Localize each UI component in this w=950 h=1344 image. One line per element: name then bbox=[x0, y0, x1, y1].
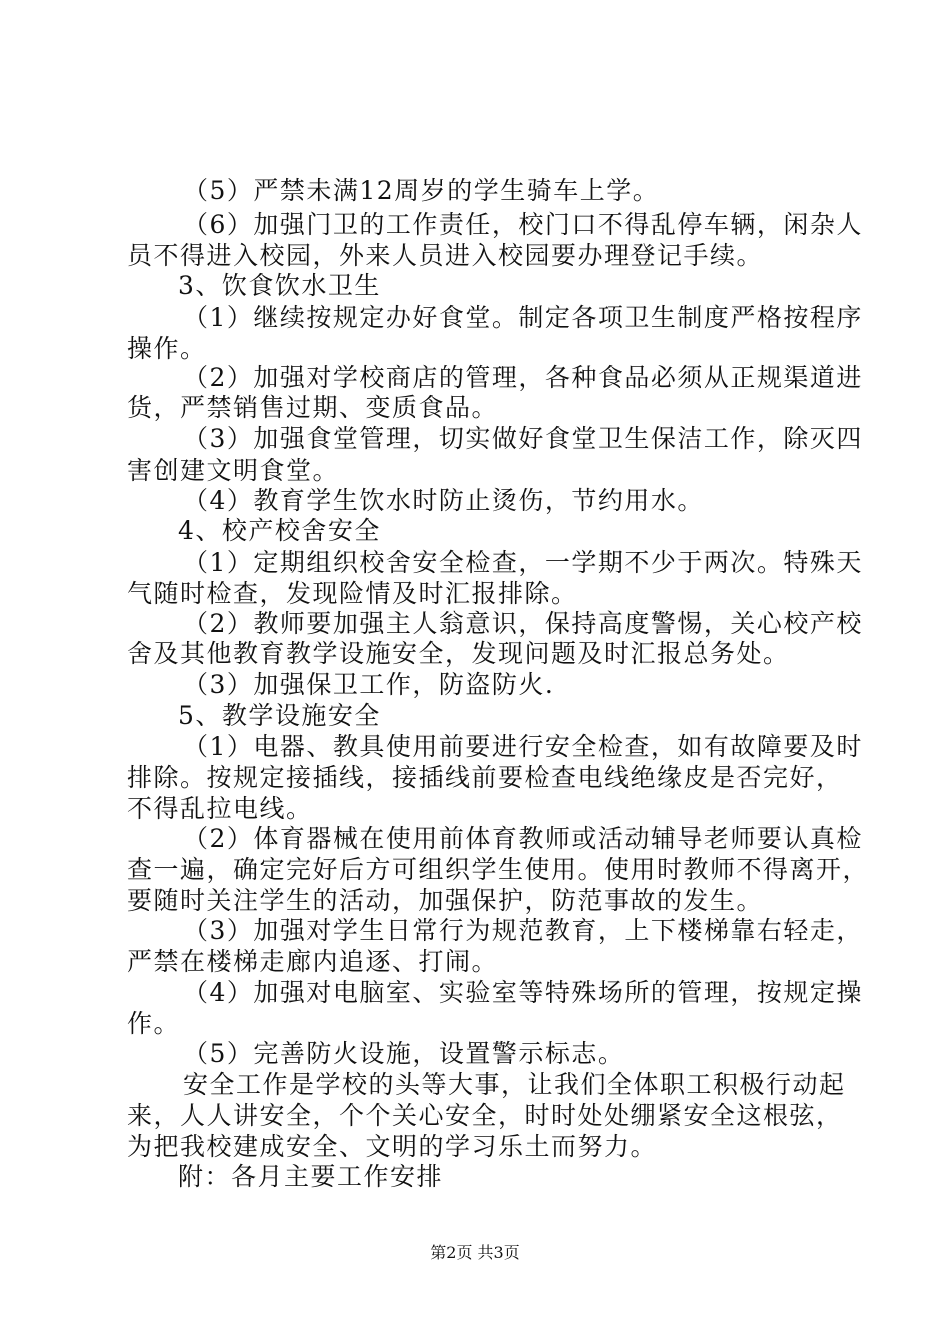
paragraph-line: 气随时检查，发现险情及时汇报排除。 bbox=[127, 579, 578, 608]
paragraph-line: （3）加强食堂管理，切实做好食堂卫生保洁工作，除灭四 bbox=[183, 424, 863, 453]
paragraph-line: 为把我校建成安全、文明的学习乐土而努力。 bbox=[127, 1132, 658, 1161]
paragraph-line: （5）严禁未满12周岁的学生骑车上学。 bbox=[183, 176, 660, 205]
paragraph-line: 来，人人讲安全，个个关心安全，时时处处绷紧安全这根弦， bbox=[127, 1101, 843, 1130]
page-footer bbox=[0, 1243, 950, 1263]
paragraph-line: 要随时关注学生的活动，加强保护，防范事故的发生。 bbox=[127, 886, 764, 915]
paragraph-line: 查一遍，确定完好后方可组织学生使用。使用时教师不得离开， bbox=[127, 855, 870, 884]
paragraph-line: 不得乱拉电线。 bbox=[127, 794, 313, 823]
paragraph-line: （1）继续按规定办好食堂。制定各项卫生制度严格按程序 bbox=[183, 303, 863, 332]
paragraph-line: （1）电器、教具使用前要进行安全检查，如有故障要及时 bbox=[183, 732, 863, 761]
section-heading: 4、校产校舍安全 bbox=[178, 516, 381, 545]
paragraph-line: （4）加强对电脑室、实验室等特殊场所的管理，按规定操 bbox=[183, 978, 863, 1007]
paragraph-line: （2）体育器械在使用前体育教师或活动辅导老师要认真检 bbox=[183, 824, 863, 853]
paragraph-line: 作。 bbox=[127, 1009, 181, 1038]
paragraph-line: 舍及其他教育教学设施安全，发现问题及时汇报总务处。 bbox=[127, 639, 790, 668]
paragraph-line: （6）加强门卫的工作责任，校门口不得乱停车辆，闲杂人 bbox=[183, 210, 863, 239]
paragraph-line: 货，严禁销售过期、变质食品。 bbox=[127, 393, 499, 422]
paragraph-line: 害创建文明食堂。 bbox=[127, 456, 340, 485]
paragraph-line: （3）加强保卫工作，防盗防火. bbox=[183, 670, 555, 699]
paragraph-line: 安全工作是学校的头等大事，让我们全体职工积极行动起 bbox=[183, 1070, 846, 1099]
paragraph-line: （1）定期组织校舍安全检查，一学期不少于两次。特殊天 bbox=[183, 548, 863, 577]
paragraph-line: 操作。 bbox=[127, 334, 207, 363]
paragraph-line: （2）加强对学校商店的管理，各种食品必须从正规渠道进 bbox=[183, 363, 863, 392]
page-number-label: 第2页 共3页 bbox=[430, 1243, 520, 1262]
paragraph-line: 员不得进入校园，外来人员进入校园要办理登记手续。 bbox=[127, 241, 764, 270]
paragraph-line: （3）加强对学生日常行为规范教育，上下楼梯靠右轻走， bbox=[183, 916, 863, 945]
paragraph-line: （4）教育学生饮水时防止烫伤，节约用水。 bbox=[183, 486, 704, 515]
paragraph-line: 严禁在楼梯走廊内追逐、打闹。 bbox=[127, 947, 499, 976]
paragraph-line: （5）完善防火设施，设置警示标志。 bbox=[183, 1039, 625, 1068]
appendix-note: 附：各月主要工作安排 bbox=[178, 1162, 444, 1191]
section-heading: 5、教学设施安全 bbox=[178, 701, 381, 730]
paragraph-line: （2）教师要加强主人翁意识，保持高度警惕，关心校产校 bbox=[183, 609, 863, 638]
paragraph-line: 排除。按规定接插线，接插线前要检查电线绝缘皮是否完好， bbox=[127, 763, 843, 792]
section-heading: 3、饮食饮水卫生 bbox=[178, 271, 381, 300]
